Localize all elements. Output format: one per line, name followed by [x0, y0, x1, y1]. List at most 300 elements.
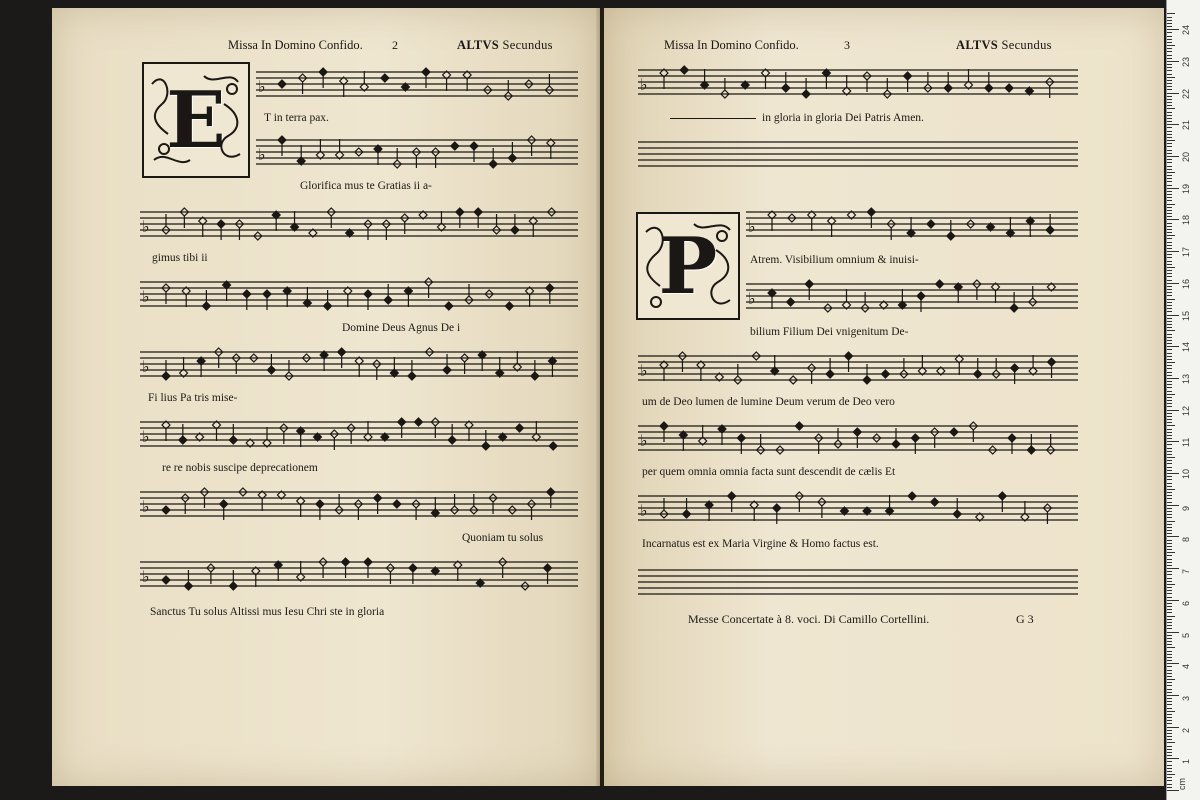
ruler-tick — [1167, 647, 1175, 648]
note-head — [544, 564, 552, 572]
ruler-tick — [1167, 410, 1179, 411]
note-head — [547, 488, 555, 496]
ruler-tick — [1167, 666, 1172, 667]
ruler-tick — [1167, 302, 1172, 303]
svg-text:♭: ♭ — [258, 77, 266, 96]
ruler-number: 15 — [1181, 310, 1191, 321]
note-head — [409, 564, 417, 572]
ruler-tick — [1167, 717, 1172, 718]
ruler-tick — [1167, 330, 1175, 331]
right-page — [604, 8, 1164, 786]
lyric-line: gimus tibi ii — [152, 252, 208, 264]
note-head — [660, 422, 668, 430]
ruler-tick — [1167, 80, 1172, 81]
ruler-tick — [1167, 657, 1172, 658]
ruler-tick — [1167, 571, 1172, 572]
ruler-tick — [1167, 723, 1172, 724]
note-head — [881, 370, 889, 378]
ruler-tick — [1167, 765, 1172, 766]
ruler-tick — [1167, 584, 1175, 585]
note-head — [217, 220, 225, 228]
ruler-tick — [1167, 121, 1172, 122]
ruler-tick — [1167, 96, 1172, 97]
ruler-tick — [1167, 549, 1172, 550]
ruler-tick — [1167, 521, 1175, 522]
note-head — [316, 500, 324, 508]
ruler-tick — [1167, 264, 1172, 265]
note-head — [737, 434, 745, 442]
svg-text:♭: ♭ — [748, 289, 756, 308]
ruler-tick — [1167, 226, 1172, 227]
ruler-tick — [1167, 280, 1172, 281]
lyric-line: re re nobis suscipe deprecationem — [162, 462, 318, 474]
ruler-tick — [1167, 70, 1172, 71]
ruler-tick — [1167, 194, 1172, 195]
note-head — [202, 302, 210, 310]
note-head — [384, 296, 392, 304]
ruler-tick — [1167, 372, 1172, 373]
ruler-tick — [1167, 23, 1172, 24]
ruler-tick — [1167, 562, 1172, 563]
ruler-tick — [1167, 356, 1172, 357]
ruler-number: 19 — [1181, 183, 1191, 194]
ruler-tick — [1167, 391, 1172, 392]
ruler-tick — [1167, 115, 1172, 116]
note-head — [393, 500, 401, 508]
ruler-tick — [1167, 559, 1172, 560]
svg-text:♭: ♭ — [640, 75, 648, 94]
ruler-tick — [1167, 32, 1172, 33]
right-page-title: Missa In Domino Confido. — [664, 38, 799, 52]
note-head — [927, 220, 935, 228]
ruler-tick — [1167, 213, 1172, 214]
note-head — [802, 90, 810, 98]
ruler-tick — [1167, 612, 1172, 613]
ruler-tick — [1167, 102, 1172, 103]
decorated-initial-e — [142, 62, 250, 178]
note-head — [474, 208, 482, 216]
note-head — [911, 434, 919, 442]
ruler-tick — [1167, 489, 1175, 490]
ruler-tick — [1167, 188, 1179, 189]
note-head — [531, 372, 539, 380]
note-head — [947, 232, 955, 240]
ruler-tick — [1167, 463, 1172, 464]
note-head — [931, 498, 939, 506]
note-head — [508, 154, 516, 162]
note-head — [1011, 364, 1019, 372]
ruler-tick — [1167, 619, 1172, 620]
ruler-tick — [1167, 124, 1179, 125]
ruler-tick — [1167, 768, 1172, 769]
ruler-tick — [1167, 425, 1175, 426]
ruler-tick — [1167, 492, 1172, 493]
ruler-number: 16 — [1181, 278, 1191, 289]
ruler-tick — [1167, 695, 1179, 696]
ruler-tick — [1167, 200, 1172, 201]
ruler-tick — [1167, 204, 1175, 205]
ruler-tick — [1167, 257, 1172, 258]
note-head — [728, 492, 736, 500]
ruler-tick — [1167, 406, 1172, 407]
ruler-tick — [1167, 685, 1172, 686]
note-head — [505, 302, 513, 310]
ruler-unit: cm — [1177, 778, 1187, 790]
ruler-tick — [1167, 622, 1172, 623]
ruler-tick — [1167, 473, 1179, 474]
staff-line — [746, 206, 1078, 236]
ruler-tick — [1167, 197, 1172, 198]
note-head — [845, 352, 853, 360]
ruler-number: 13 — [1181, 373, 1191, 384]
note-head — [162, 372, 170, 380]
staff-line — [140, 206, 578, 236]
note-head — [324, 302, 332, 310]
left-voice-label: ALTVS Secundus — [457, 38, 553, 52]
ruler-tick — [1167, 419, 1172, 420]
ruler-tick — [1167, 730, 1172, 731]
ruler-tick — [1167, 771, 1172, 772]
svg-text:♭: ♭ — [640, 431, 648, 450]
ruler-tick — [1167, 353, 1172, 354]
ruler-tick — [1167, 581, 1172, 582]
ruler-tick — [1167, 267, 1175, 268]
note-head — [364, 290, 372, 298]
ruler-tick — [1167, 67, 1172, 68]
note-head — [546, 284, 554, 292]
ruler-tick — [1167, 58, 1172, 59]
ruler-tick — [1167, 780, 1172, 781]
note-head — [267, 366, 275, 374]
ruler-tick — [1167, 476, 1172, 477]
note-head — [374, 494, 382, 502]
ruler-number: 1 — [1181, 759, 1191, 765]
ruler-tick — [1167, 254, 1172, 255]
ruler-tick — [1167, 679, 1175, 680]
ruler-tick — [1167, 29, 1179, 30]
ruler-tick — [1167, 318, 1172, 319]
ruler-tick — [1167, 178, 1172, 179]
ruler-tick — [1167, 593, 1172, 594]
lyric-line: Incarnatus est ex Maria Virgine & Homo factus est. — [642, 538, 879, 550]
note-head — [482, 442, 490, 450]
ruler-tick — [1167, 755, 1172, 756]
ruler-tick — [1167, 295, 1172, 296]
ruler-tick — [1167, 784, 1172, 785]
ruler-number: 21 — [1181, 120, 1191, 131]
ruler-tick — [1167, 359, 1172, 360]
ruler-tick — [1167, 311, 1172, 312]
staff-line — [256, 134, 578, 164]
ruler-tick — [1167, 457, 1175, 458]
lyric-line: T in terra pax. — [264, 112, 329, 124]
svg-text:♭: ♭ — [142, 567, 150, 586]
initial-letter-p: P — [658, 220, 718, 312]
ruler-number: 5 — [1181, 632, 1191, 638]
ruler-tick — [1167, 238, 1172, 239]
ruler-tick — [1167, 286, 1172, 287]
note-head — [795, 422, 803, 430]
note-head — [381, 74, 389, 82]
ruler-tick — [1167, 118, 1172, 119]
ruler-tick — [1167, 61, 1179, 62]
ruler-tick — [1167, 337, 1172, 338]
ruler-tick — [1167, 305, 1172, 306]
ruler-number: 22 — [1181, 88, 1191, 99]
ruler-tick — [1167, 93, 1179, 94]
ruler-tick — [1167, 720, 1172, 721]
ruler-tick — [1167, 384, 1172, 385]
ruler-tick — [1167, 689, 1172, 690]
ruler-tick — [1167, 511, 1172, 512]
ruler-tick — [1167, 787, 1172, 788]
note-head — [974, 370, 982, 378]
note-head — [683, 510, 691, 518]
ruler-tick — [1167, 568, 1179, 569]
ruler-tick — [1167, 435, 1172, 436]
open-book — [52, 8, 1164, 786]
note-head — [549, 442, 557, 450]
ruler-number: 9 — [1181, 505, 1191, 511]
ruler-tick — [1167, 543, 1172, 544]
note-head — [398, 418, 406, 426]
empty-staff — [638, 564, 1078, 588]
ruler-number: 23 — [1181, 56, 1191, 67]
ruler-tick — [1167, 574, 1172, 575]
ruler-tick — [1167, 644, 1172, 645]
ruler-number: 4 — [1181, 664, 1191, 670]
note-head — [162, 576, 170, 584]
ruler-tick — [1167, 166, 1172, 167]
note-head — [805, 280, 813, 288]
ruler-tick — [1167, 638, 1172, 639]
svg-text:♭: ♭ — [142, 497, 150, 516]
ruler-tick — [1167, 432, 1172, 433]
ruler-tick — [1167, 248, 1172, 249]
ruler-tick — [1167, 676, 1172, 677]
ruler-tick — [1167, 701, 1172, 702]
ruler-tick — [1167, 292, 1172, 293]
ruler-number: 14 — [1181, 342, 1191, 353]
note-head — [985, 84, 993, 92]
note-head — [278, 80, 286, 88]
ruler-tick — [1167, 327, 1172, 328]
ruler-tick — [1167, 276, 1172, 277]
ruler-tick — [1167, 660, 1172, 661]
left-page-number: 2 — [392, 38, 398, 52]
ruler-tick — [1167, 26, 1172, 27]
ruler-tick — [1167, 606, 1172, 607]
ruler-number: 10 — [1181, 468, 1191, 479]
lyric-line: Glorifica mus te Gratias ii a- — [300, 180, 432, 192]
ruler-tick — [1167, 498, 1172, 499]
note-head — [1010, 304, 1018, 312]
note-head — [944, 84, 952, 92]
ruler-tick — [1167, 777, 1172, 778]
ruler-tick — [1167, 451, 1172, 452]
ruler-tick — [1167, 261, 1172, 262]
note-head — [229, 582, 237, 590]
ruler-tick — [1167, 143, 1172, 144]
ruler-tick — [1167, 394, 1175, 395]
ruler-tick — [1167, 736, 1172, 737]
ruler-number: 3 — [1181, 695, 1191, 701]
ruler-tick — [1167, 340, 1172, 341]
note-head — [338, 348, 346, 356]
ruler-tick — [1167, 169, 1172, 170]
ruler-number: 8 — [1181, 537, 1191, 543]
svg-text:♭: ♭ — [640, 361, 648, 380]
ruler-tick — [1167, 381, 1172, 382]
note-head — [1048, 358, 1056, 366]
ruler-tick — [1167, 77, 1175, 78]
ruler-tick — [1167, 321, 1172, 322]
ruler-tick — [1167, 739, 1172, 740]
ruler-tick — [1167, 692, 1172, 693]
ruler-tick — [1167, 517, 1172, 518]
ruler-tick — [1167, 565, 1172, 566]
note-head — [408, 372, 416, 380]
note-head — [917, 292, 925, 300]
left-page — [52, 8, 600, 786]
ruler-tick — [1167, 51, 1172, 52]
note-head — [863, 376, 871, 384]
ruler-tick — [1167, 150, 1172, 151]
lyric-line: in gloria in gloria Dei Patris Amen. — [670, 112, 924, 124]
ruler-tick — [1167, 502, 1172, 503]
ruler-tick — [1167, 673, 1172, 674]
staff-line — [638, 420, 1078, 450]
note-head — [448, 436, 456, 444]
lyric-line: Domine Deus Agnus De i — [342, 322, 461, 334]
ruler-tick — [1167, 13, 1175, 14]
ruler-tick — [1167, 299, 1175, 300]
ruler-number: 17 — [1181, 247, 1191, 258]
ruler-tick — [1167, 682, 1172, 683]
ruler-tick — [1167, 365, 1172, 366]
note-head — [782, 84, 790, 92]
ruler-tick — [1167, 486, 1172, 487]
note-head — [1046, 226, 1054, 234]
ruler-tick — [1167, 448, 1172, 449]
ruler-tick — [1167, 48, 1172, 49]
note-head — [451, 142, 459, 150]
ruler-tick — [1167, 527, 1172, 528]
ruler-tick — [1167, 749, 1172, 750]
note-head — [908, 492, 916, 500]
measurement-ruler — [1166, 0, 1200, 800]
ruler-tick — [1167, 625, 1172, 626]
note-head — [853, 428, 861, 436]
note-head — [342, 558, 350, 566]
staff-line — [746, 278, 1078, 308]
note-head — [243, 290, 251, 298]
ruler-tick — [1167, 483, 1172, 484]
ruler-tick — [1167, 175, 1172, 176]
ruler-tick — [1167, 441, 1179, 442]
ruler-tick — [1167, 235, 1175, 236]
ruler-tick — [1167, 540, 1172, 541]
note-head — [904, 72, 912, 80]
ruler-tick — [1167, 153, 1172, 154]
ruler-tick — [1167, 324, 1172, 325]
ruler-tick — [1167, 86, 1172, 87]
note-head — [773, 504, 781, 512]
note-head — [516, 424, 524, 432]
ruler-tick — [1167, 413, 1172, 414]
ruler-tick — [1167, 232, 1172, 233]
ruler-tick — [1167, 400, 1172, 401]
ruler-tick — [1167, 156, 1179, 157]
ruler-tick — [1167, 698, 1172, 699]
ruler-tick — [1167, 181, 1172, 182]
ruler-tick — [1167, 635, 1172, 636]
ruler-tick — [1167, 137, 1172, 138]
ruler-tick — [1167, 752, 1172, 753]
ruler-tick — [1167, 708, 1172, 709]
staff-line — [140, 486, 578, 516]
ruler-tick — [1167, 74, 1172, 75]
ruler-tick — [1167, 641, 1172, 642]
note-head — [263, 290, 271, 298]
ruler-tick — [1167, 216, 1172, 217]
note-head — [443, 366, 451, 374]
lyric-line: bilium Filium Dei vnigenitum De- — [750, 326, 909, 338]
ruler-tick — [1167, 587, 1172, 588]
staff-line — [140, 346, 578, 376]
ruler-tick — [1167, 514, 1172, 515]
ruler-tick — [1167, 600, 1179, 601]
ruler-tick — [1167, 438, 1172, 439]
ruler-number: 6 — [1181, 600, 1191, 606]
empty-staff — [638, 136, 1078, 160]
note-head — [229, 436, 237, 444]
lyric-line: Quoniam tu solus — [462, 532, 544, 544]
decorated-initial-p — [636, 212, 740, 320]
ruler-number: 7 — [1181, 569, 1191, 575]
note-head — [936, 280, 944, 288]
ruler-tick — [1167, 223, 1172, 224]
ruler-tick — [1167, 495, 1172, 496]
ruler-tick — [1167, 670, 1172, 671]
ruler-tick — [1167, 99, 1172, 100]
ruler-tick — [1167, 397, 1172, 398]
ruler-tick — [1167, 36, 1172, 37]
svg-text:♭: ♭ — [142, 357, 150, 376]
note-head — [511, 226, 519, 234]
ruler-tick — [1167, 530, 1172, 531]
ruler-number: 18 — [1181, 215, 1191, 226]
ruler-tick — [1167, 42, 1172, 43]
ruler-tick — [1167, 628, 1172, 629]
note-head — [489, 160, 497, 168]
svg-text:♭: ♭ — [142, 427, 150, 446]
ruler-tick — [1167, 632, 1179, 633]
svg-text:♭: ♭ — [258, 145, 266, 164]
staff-line — [638, 490, 1078, 520]
svg-text:♭: ♭ — [142, 217, 150, 236]
ruler-tick — [1167, 334, 1172, 335]
note-head — [184, 582, 192, 590]
ruler-tick — [1167, 422, 1172, 423]
ruler-tick — [1167, 590, 1172, 591]
ruler-tick — [1167, 733, 1172, 734]
staff-line — [140, 556, 578, 586]
ruler-tick — [1167, 444, 1172, 445]
ruler-tick — [1167, 552, 1175, 553]
ruler-tick — [1167, 790, 1179, 791]
ruler-tick — [1167, 704, 1172, 705]
